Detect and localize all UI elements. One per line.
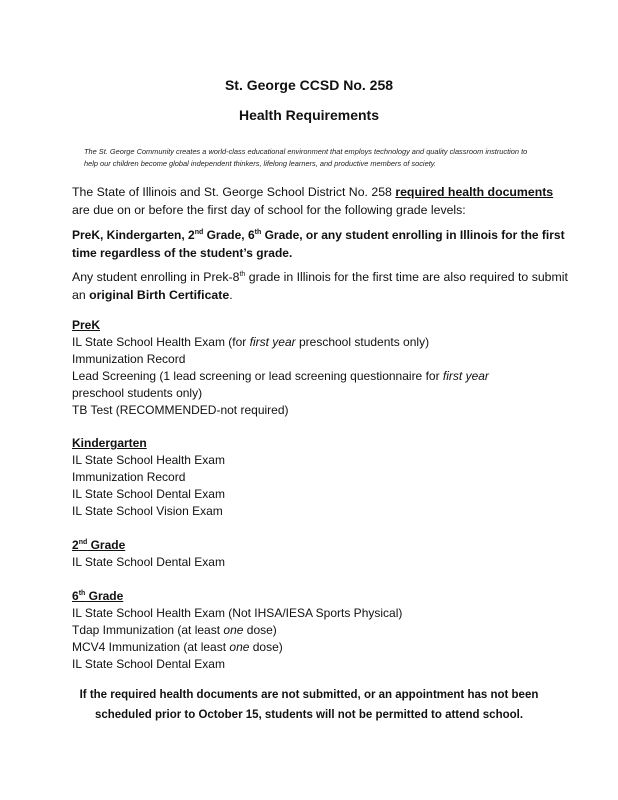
prek-heading: PreK — [72, 318, 101, 332]
list-item: IL State School Health Exam — [72, 453, 225, 467]
sixth-item2-emphasis: one — [223, 623, 244, 637]
closing-line-1: If the required health documents are not submitted, or an appointment has not been — [79, 689, 539, 701]
list-item — [72, 622, 542, 639]
list-item: IL State School Health Exam (Not IHSA/IESA Sports Physical) — [72, 606, 403, 620]
grades-text-1: PreK, Kindergarten, 2 — [72, 228, 195, 242]
sixth-item3-text: MCV4 Immunization (at least — [72, 640, 230, 654]
sixth-item3-text-end: dose) — [249, 640, 283, 654]
sixth-grade-sup: th — [78, 590, 86, 597]
mission-statement: The St. George Community creates a world-class educational environment that employs technology and quality classroom instruction to help our children become global independent thinkers, lifelong learners, and productive members of society. — [84, 147, 528, 168]
prek-item1-text: IL State School Health Exam (for — [72, 335, 250, 349]
grade-levels-paragraph — [72, 226, 572, 262]
required-documents-link[interactable]: required health documents — [395, 185, 554, 199]
kindergarten-heading: Kindergarten — [72, 436, 147, 450]
second-grade-heading — [72, 537, 542, 554]
list-item: TB Test (RECOMMENDED-not required) — [72, 403, 289, 417]
sixth-item3-emphasis: one — [229, 640, 250, 654]
birth-certificate-label: original Birth Certificate — [89, 288, 230, 302]
birth-text-end: . — [229, 288, 233, 302]
prek-item1-emphasis: first year — [249, 335, 296, 349]
grades-text-2: Grade, 6 — [203, 228, 255, 242]
birth-text-2: grade in Illinois for the first time are also required to submit an — [72, 270, 568, 302]
birth-certificate-paragraph — [72, 268, 572, 304]
second-grade-section — [72, 537, 542, 571]
grades-sup-1: nd — [194, 229, 204, 236]
list-item: Immunization Record — [72, 470, 186, 484]
closing-line-2: scheduled prior to October 15, students will not be permitted to attend school. — [94, 709, 524, 721]
district-name: St. George CCSD No. 258 — [224, 77, 394, 93]
list-item — [72, 368, 542, 385]
list-item: preschool students only) — [72, 386, 203, 400]
list-item — [72, 334, 542, 351]
prek-item3-emphasis: first year — [442, 369, 489, 383]
prek-item3-text: Lead Screening (1 lead screening or lead screening questionnaire for — [72, 369, 443, 383]
sixth-grade-heading — [72, 588, 542, 605]
sixth-grade-number: 6 — [72, 589, 79, 603]
grades-text-3: Grade, or any student enrolling in Illinois for the first time regardless of the student’s grade. — [72, 228, 565, 260]
list-item: Immunization Record — [72, 352, 186, 366]
sixth-grade-section — [72, 588, 542, 673]
second-grade-word: Grade — [87, 538, 126, 552]
second-grade-number: 2 — [72, 538, 79, 552]
birth-sup: th — [239, 271, 246, 278]
list-item — [72, 639, 542, 656]
prek-item1-text-end: preschool students only) — [295, 335, 430, 349]
closing-notice — [54, 685, 564, 725]
sixth-grade-word: Grade — [85, 589, 124, 603]
second-grade-sup: nd — [78, 539, 88, 546]
intro-text-2: are due on or before the first day of school for the following grade levels: — [72, 203, 466, 217]
grades-sup-2: th — [254, 229, 262, 236]
birth-text-1: Any student enrolling in Prek-8 — [72, 270, 240, 284]
kindergarten-section — [72, 435, 542, 520]
list-item: IL State School Dental Exam — [72, 657, 225, 671]
list-item: IL State School Vision Exam — [72, 504, 223, 518]
list-item: IL State School Dental Exam — [72, 555, 225, 569]
sixth-item2-text: Tdap Immunization (at least — [72, 623, 224, 637]
intro-paragraph — [72, 183, 572, 219]
prek-section — [72, 317, 542, 419]
intro-text-1: The State of Illinois and St. George School District No. 258 — [72, 185, 396, 199]
sixth-item2-text-end: dose) — [243, 623, 277, 637]
list-item: IL State School Dental Exam — [72, 487, 225, 501]
page-title: Health Requirements — [238, 107, 380, 123]
